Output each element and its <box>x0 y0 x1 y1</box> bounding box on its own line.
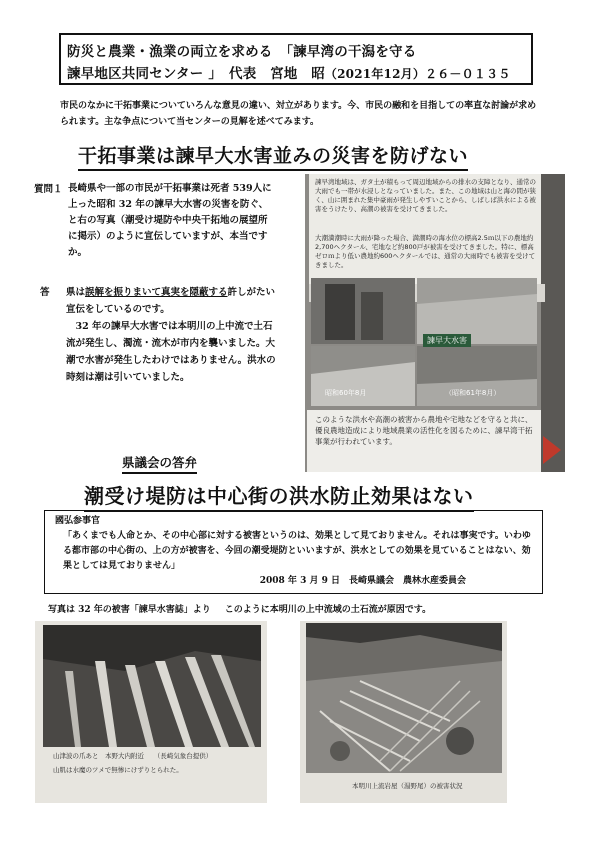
answer-label: 答 <box>40 287 50 298</box>
board-text-2: 大潮満潮時に大雨が降った場合、満潮時の海水位の標高2.5ｍ以下の農地約2,700ヘクタール、宅地など約800戸が被害を受けてきました。特に、標高ゼロｍより低い農地約600ヘクタールでは、通常の大雨時でも被害を受けてきました。 <box>315 234 536 269</box>
photo-captions <box>48 602 431 615</box>
quote-speaker: 國弘参事官 <box>55 516 101 526</box>
info-board-photo <box>305 174 565 472</box>
caption-left: 写真は 32 年の被害「諫早水害誌」より <box>48 605 211 615</box>
headline-flood-prevention: 干拓事業は諫早大水害並みの災害を防げない <box>78 141 468 171</box>
board-label-left: 昭和60年8月 <box>325 389 367 397</box>
board-bottom-text: このような洪水や高潮の被害から農地や宅地などを守ると共に、優良農地造成により地域農業の活性化を図るために、諫早湾干拓事業が行われています。 <box>315 415 533 446</box>
question-label: 質問１ <box>34 184 63 195</box>
header-org-line <box>67 62 510 82</box>
header-org: 諫早地区共同センター 」 代表 宮地 昭 <box>67 66 325 82</box>
landslide-caption-1: 山津波の爪あと 本野大内附近 （長崎気象台提供） <box>53 752 213 760</box>
answer-paragraph-2: 32 年の諫早大水害では本明川の上中流で土石流が発生し、濁流・流木が市内を襲いました。大潮で水害が発生したわけではありません。洪水の時刻は潮は引いていました。 <box>66 321 276 383</box>
quote-body: 「あくまでも人命とか、その中心部に対する被害というのは、効果として見ておりません。それは事実です。いわゆる都市部の中心街の、上の方が被害を、今回の潮受堤防といいますが、洪水としての効果を見ていることはない、効果としては見ておりません」 <box>63 531 531 571</box>
answer-text <box>66 284 281 386</box>
quote-source: 2008 年 3 月 9 日 長崎県議会 農林水産委員会 <box>259 576 466 586</box>
headline-embankment: 潮受け堤防は中心街の洪水防止効果はない <box>84 480 474 512</box>
landslide-photo <box>35 621 267 803</box>
answer-part1: 県は <box>66 287 86 298</box>
question-text: 長崎県や一部の市民が干拓事業は死者 539人に上った昭和 32 年の諫早大水害の災害を防ぐ、と右の写真（潮受け堤防や中央干拓地の展望所に掲示）のように宣伝していますが、本当ですか。 <box>68 183 272 258</box>
caption-right: このように本明川の上中流域の土石流が原因です。 <box>224 605 432 615</box>
header-title-line: 防災と農業・漁業の両立を求める 「諫早湾の干潟を守る <box>67 44 417 60</box>
landslide-caption-2: 山肌は水魔のツメで無惨にけずりとられた。 <box>53 766 183 774</box>
debris-photo <box>300 621 507 803</box>
landslide-photo-graphic <box>35 621 267 803</box>
answer-part3: 許しがたい宣伝をしているのです。 <box>66 287 276 315</box>
header-date-code: （2021年12月）２６－０１３５ <box>324 67 511 81</box>
debris-caption: 本明川上流岩屋（湯野尾）の被害状況 <box>352 782 463 790</box>
debris-photo-graphic <box>300 621 507 803</box>
header-box <box>59 33 533 85</box>
board-label-flood: 諫早大水害 <box>423 334 471 347</box>
intro-paragraph: 市民のなかに干拓事業についていろんな意見の違い、対立があります。今、市民の融和を目指しての率直な討論が求められます。主な争点について当センターの見解を述べてみます。 <box>60 101 537 127</box>
board-label-right: （昭和61年8月） <box>445 389 501 397</box>
answer-underlined-phrase: 誤解を振りまいて真実を隠蔽する <box>85 287 228 298</box>
board-text-1: 諫早湾地域は、ガタ土が積もって周辺地域からの排水の支障となり、通常の大雨でも一帯が水浸しとなっていました。また、この地域は山と海の間が狭く、山に囲まれた集中豪雨が発生しやすいことから、しばしば洪水による被害をうけたり、高潮の被害を受けてきました。 <box>315 178 536 213</box>
assembly-quote-box <box>44 510 543 594</box>
section-prefectural-assembly: 県議会の答弁 <box>122 453 197 474</box>
